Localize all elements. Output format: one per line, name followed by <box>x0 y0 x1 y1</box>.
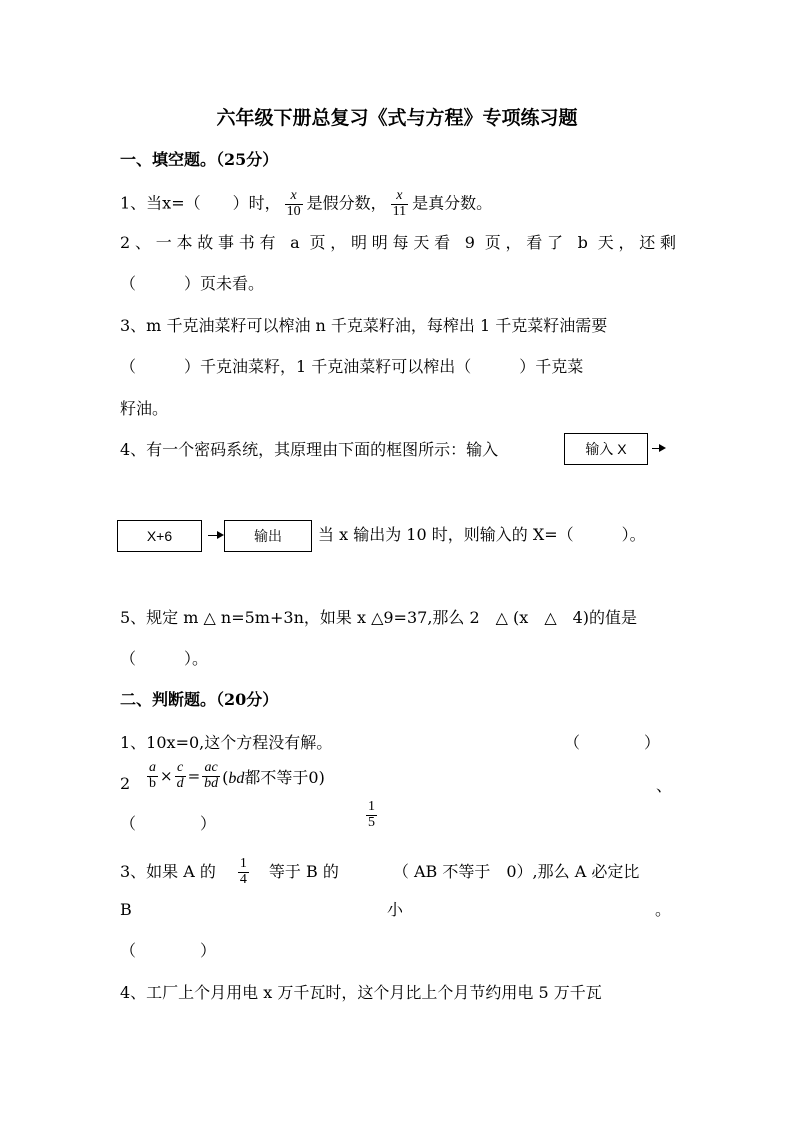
fraction-denominator: 11 <box>392 203 407 219</box>
fraction-denominator: bd <box>204 775 219 791</box>
fraction-numerator: 1 <box>368 799 375 814</box>
fraction-denominator: d <box>176 775 184 791</box>
question-1-4-line2: 当 x 输出为 10 时，则输入的 X=（ ）。 <box>318 525 646 544</box>
question-2-1-answer-paren: （ ） <box>564 733 661 752</box>
fraction-c-over-d <box>175 761 186 791</box>
fraction-numerator: ac <box>202 761 220 777</box>
flow-box-output: 输出 <box>224 520 312 552</box>
question-1-3-line2: （ ）千克油菜籽，1 千克油菜籽可以榨出（ ）千克菜 <box>120 357 584 376</box>
arrow-right-icon <box>652 448 664 449</box>
arrow-right-icon <box>208 535 222 536</box>
q2-3-prefix: 3、如果 A 的 <box>120 862 216 882</box>
fraction-numerator: c <box>175 761 186 777</box>
fraction-numerator: x <box>285 189 303 205</box>
question-2-4: 4、工厂上个月用电 x 万千瓦时，这个月比上个月节约用电 5 万千瓦 <box>120 983 602 1002</box>
question-1-5-line2: （ ）。 <box>120 649 209 668</box>
fraction-x-over-11 <box>391 189 408 219</box>
question-2-3-answer-paren: （ ） <box>120 941 217 960</box>
question-1-4-line1: 4、有一个密码系统，其原理由下面的框图所示：输入 <box>120 440 499 459</box>
equals-sign: = <box>187 767 201 786</box>
question-1-2-line2: （ ）页未看。 <box>120 274 265 293</box>
question-1-1 <box>120 189 492 219</box>
page-title: 六年级下册总复习《式与方程》专项练习题 <box>216 107 578 129</box>
question-2-2-number: 2 <box>120 774 131 793</box>
section-heading-fill-blank: 一、填空题。（25分） <box>120 150 279 169</box>
fraction-denominator: 4 <box>239 871 247 887</box>
fraction-x-over-10 <box>285 189 303 219</box>
question-2-3-line2-period: 。 <box>655 900 672 919</box>
question-2-2-answer-paren: （ ） <box>120 814 217 833</box>
fraction-numerator: 1 <box>239 856 247 871</box>
q2-3-mid: 等于 B 的 <box>268 862 339 882</box>
fraction-1-over-4 <box>238 857 249 887</box>
flow-box-input: 输入 X <box>564 433 648 465</box>
flow-box-add-six: X+6 <box>117 520 202 552</box>
condition-variable: bd <box>228 769 245 787</box>
q1-1-mid: 是假分数， <box>306 193 387 213</box>
q1-1-suffix: 是真分数。 <box>412 193 493 213</box>
q1-1-prefix: 1、当x=（ ）时， <box>120 193 281 213</box>
question-1-2-line1: 2、一本故事书有 a 页，明明每天看 9 页，看了 b 天，还剩 <box>120 233 676 252</box>
section-heading-true-false: 二、判断题。（20分） <box>120 690 279 709</box>
fraction-numerator: a <box>149 760 156 775</box>
fraction-a-over-b <box>147 761 158 791</box>
question-2-3-line1 <box>120 857 639 887</box>
question-2-1: 1、10x=0,这个方程没有解。 <box>120 733 333 752</box>
condition-text: (bd都不等于0) <box>222 767 325 787</box>
condition-rest: 都不等于0) <box>244 767 325 787</box>
fraction-1-over-5 <box>366 800 377 830</box>
question-2-3-line2-small: 小 <box>387 900 404 919</box>
question-1-5-line1: 5、规定 m △ n=5m+3n，如果 x △9=37,那么 2 △ (x △ 4)的值是 <box>120 608 638 627</box>
question-1-3-line3: 籽油。 <box>120 399 169 418</box>
fraction-denominator: b <box>149 775 156 791</box>
fraction-ac-over-bd <box>202 761 220 791</box>
question-1-3-line1: 3、m 千克油菜籽可以榨油 n 千克菜籽油，每榨出 1 千克菜籽油需要 <box>120 316 608 335</box>
question-2-2-comma: 、 <box>656 776 673 795</box>
question-2-2-formula <box>145 761 325 791</box>
times-sign: × <box>160 767 173 786</box>
stray-fraction-one-fifth <box>366 800 377 830</box>
fraction-numerator: x <box>391 189 408 205</box>
fraction-denominator: 10 <box>286 203 301 219</box>
q2-3-rest: （ AB 不等于 0）,那么 A 必定比 <box>392 862 640 882</box>
question-2-3-line2-b: B <box>120 900 132 919</box>
fraction-denominator: 5 <box>368 814 375 830</box>
